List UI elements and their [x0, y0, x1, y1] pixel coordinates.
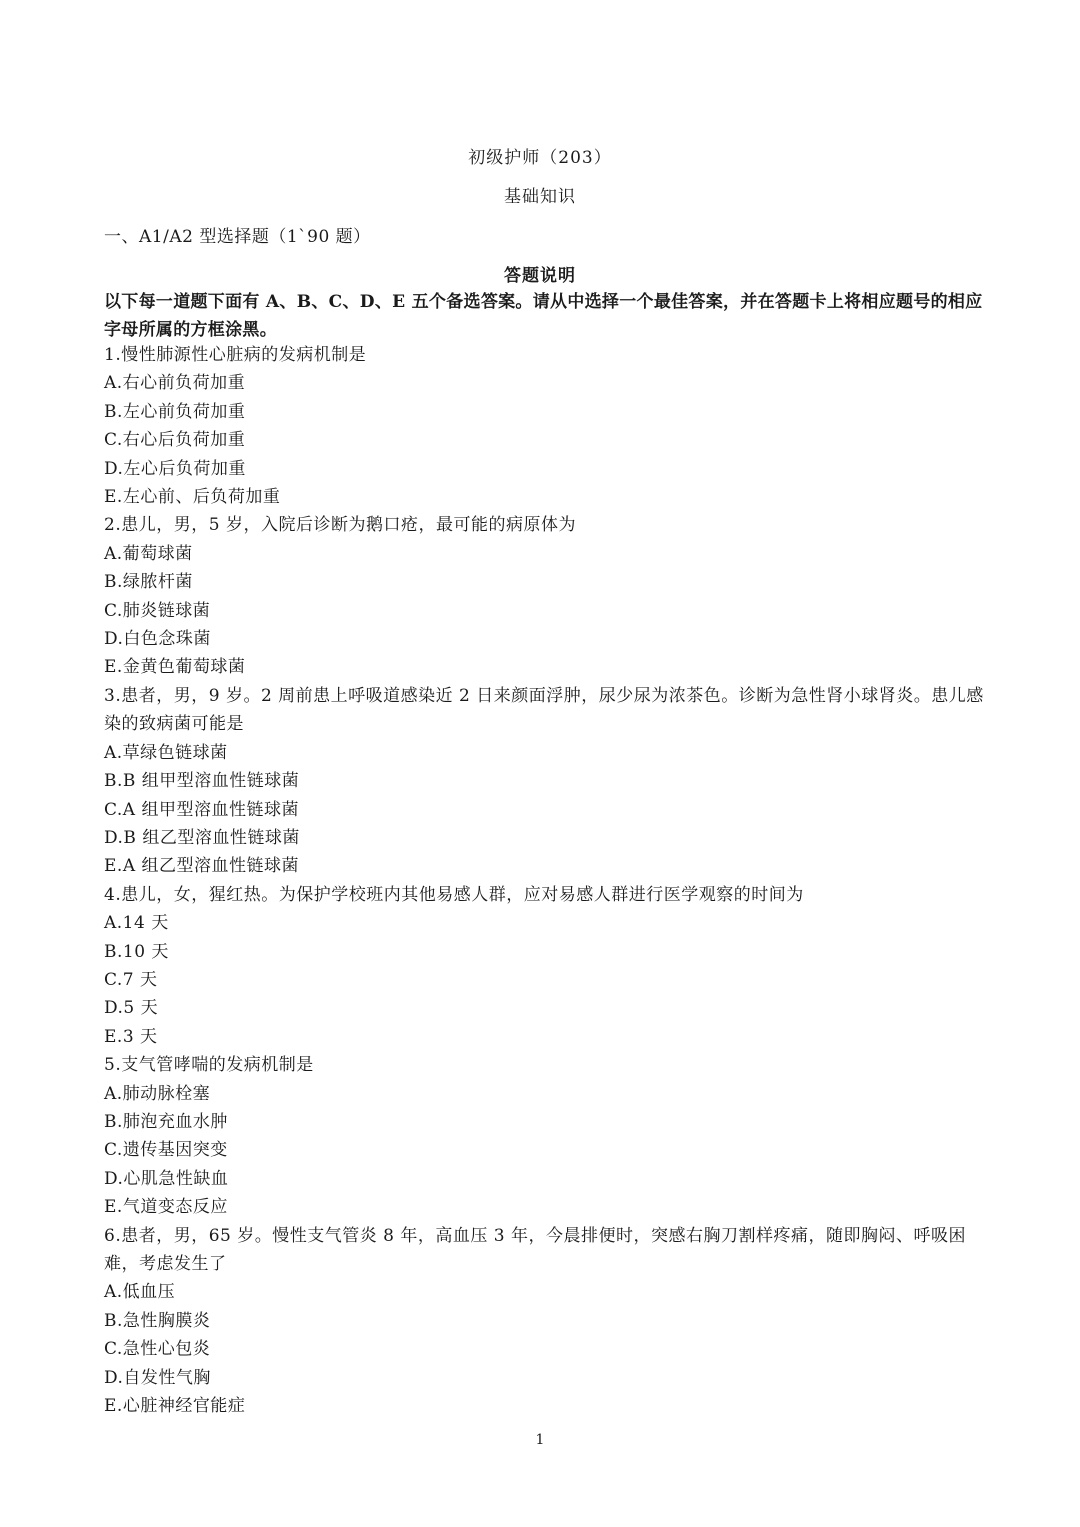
option-d: D.心肌急性缺血 [104, 1168, 229, 1189]
page-number: 1 [535, 1432, 545, 1448]
question-stem: 3.患者，男，9 岁。2 周前患上呼吸道感染近 2 日来颜面浮肿，尿少尿为浓茶色。诊断为急性肾小球肾炎。患儿感染的致病菌可能是 [104, 685, 984, 735]
option-b: B.B 组甲型溶血性链球菌 [104, 771, 300, 792]
option-b: B.急性胸膜炎 [104, 1310, 211, 1331]
option-a: A.低血压 [104, 1282, 176, 1303]
option-a: A.草绿色链球菌 [104, 742, 228, 763]
option-b: B.绿脓杆菌 [104, 572, 193, 593]
instructions-text: 以下每一道题下面有 A、B、C、D、E 五个备选答案。请从中选择一个最佳答案，并在答题卡上将相应题号的相应字母所属的方框涂黑。 [104, 292, 983, 340]
option-a: A.14 天 [104, 913, 169, 934]
option-c: C.7 天 [104, 969, 158, 990]
option-d: D.白色念珠菌 [104, 629, 211, 650]
option-a: A.右心前负荷加重 [104, 373, 246, 394]
option-c: C.A 组甲型溶血性链球菌 [104, 799, 299, 820]
option-e: E.A 组乙型溶血性链球菌 [104, 856, 299, 877]
option-c: C.急性心包炎 [104, 1339, 211, 1360]
option-c: C.遗传基因突变 [104, 1140, 228, 1161]
option-d: D.左心后负荷加重 [104, 458, 246, 479]
option-a: A.葡萄球菌 [104, 543, 193, 564]
subject-heading: 基础知识 [504, 187, 576, 207]
option-d: D.自发性气胸 [104, 1367, 211, 1388]
question-4 [104, 881, 984, 1051]
option-c: C.肺炎链球菌 [104, 600, 211, 621]
question-6 [104, 1222, 984, 1421]
question-3 [104, 682, 984, 881]
question-stem: 1.慢性肺源性心脏病的发病机制是 [104, 345, 367, 365]
option-d: D.5 天 [104, 998, 159, 1019]
page-title: 初级护师（203） [468, 148, 612, 168]
option-b: B.左心前负荷加重 [104, 401, 246, 422]
option-a: A.肺动脉栓塞 [104, 1083, 211, 1104]
question-1 [104, 341, 984, 511]
option-b: B.10 天 [104, 941, 169, 962]
option-e: E.左心前、后负荷加重 [104, 487, 281, 508]
question-stem: 4.患儿，女，猩红热。为保护学校班内其他易感人群，应对易感人群进行医学观察的时间为 [104, 884, 804, 905]
option-e: E.3 天 [104, 1026, 158, 1047]
question-list [104, 341, 984, 1420]
option-c: C.右心后负荷加重 [104, 430, 246, 451]
option-b: B.肺泡充血水肿 [104, 1111, 228, 1132]
option-e: E.气道变态反应 [104, 1197, 228, 1218]
question-stem: 2.患儿，男，5 岁，入院后诊断为鹅口疮，最可能的病原体为 [104, 515, 576, 536]
question-stem: 6.患者，男，65 岁。慢性支气管炎 8 年，高血压 3 年，今晨排便时，突感右胸刀割样疼痛，随即胸闷、呼吸困难，考虑发生了 [104, 1225, 967, 1274]
option-e: E.心脏神经官能症 [104, 1396, 246, 1417]
option-e: E.金黄色葡萄球菌 [104, 657, 246, 678]
instructions-title: 答题说明 [504, 266, 576, 286]
question-5 [104, 1051, 984, 1221]
question-2 [104, 511, 984, 681]
option-d: D.B 组乙型溶血性链球菌 [104, 827, 300, 848]
question-stem: 5.支气管哮喘的发病机制是 [104, 1055, 314, 1076]
section-heading: 一、A1/A2 型选择题（1`90 题） [104, 227, 371, 247]
